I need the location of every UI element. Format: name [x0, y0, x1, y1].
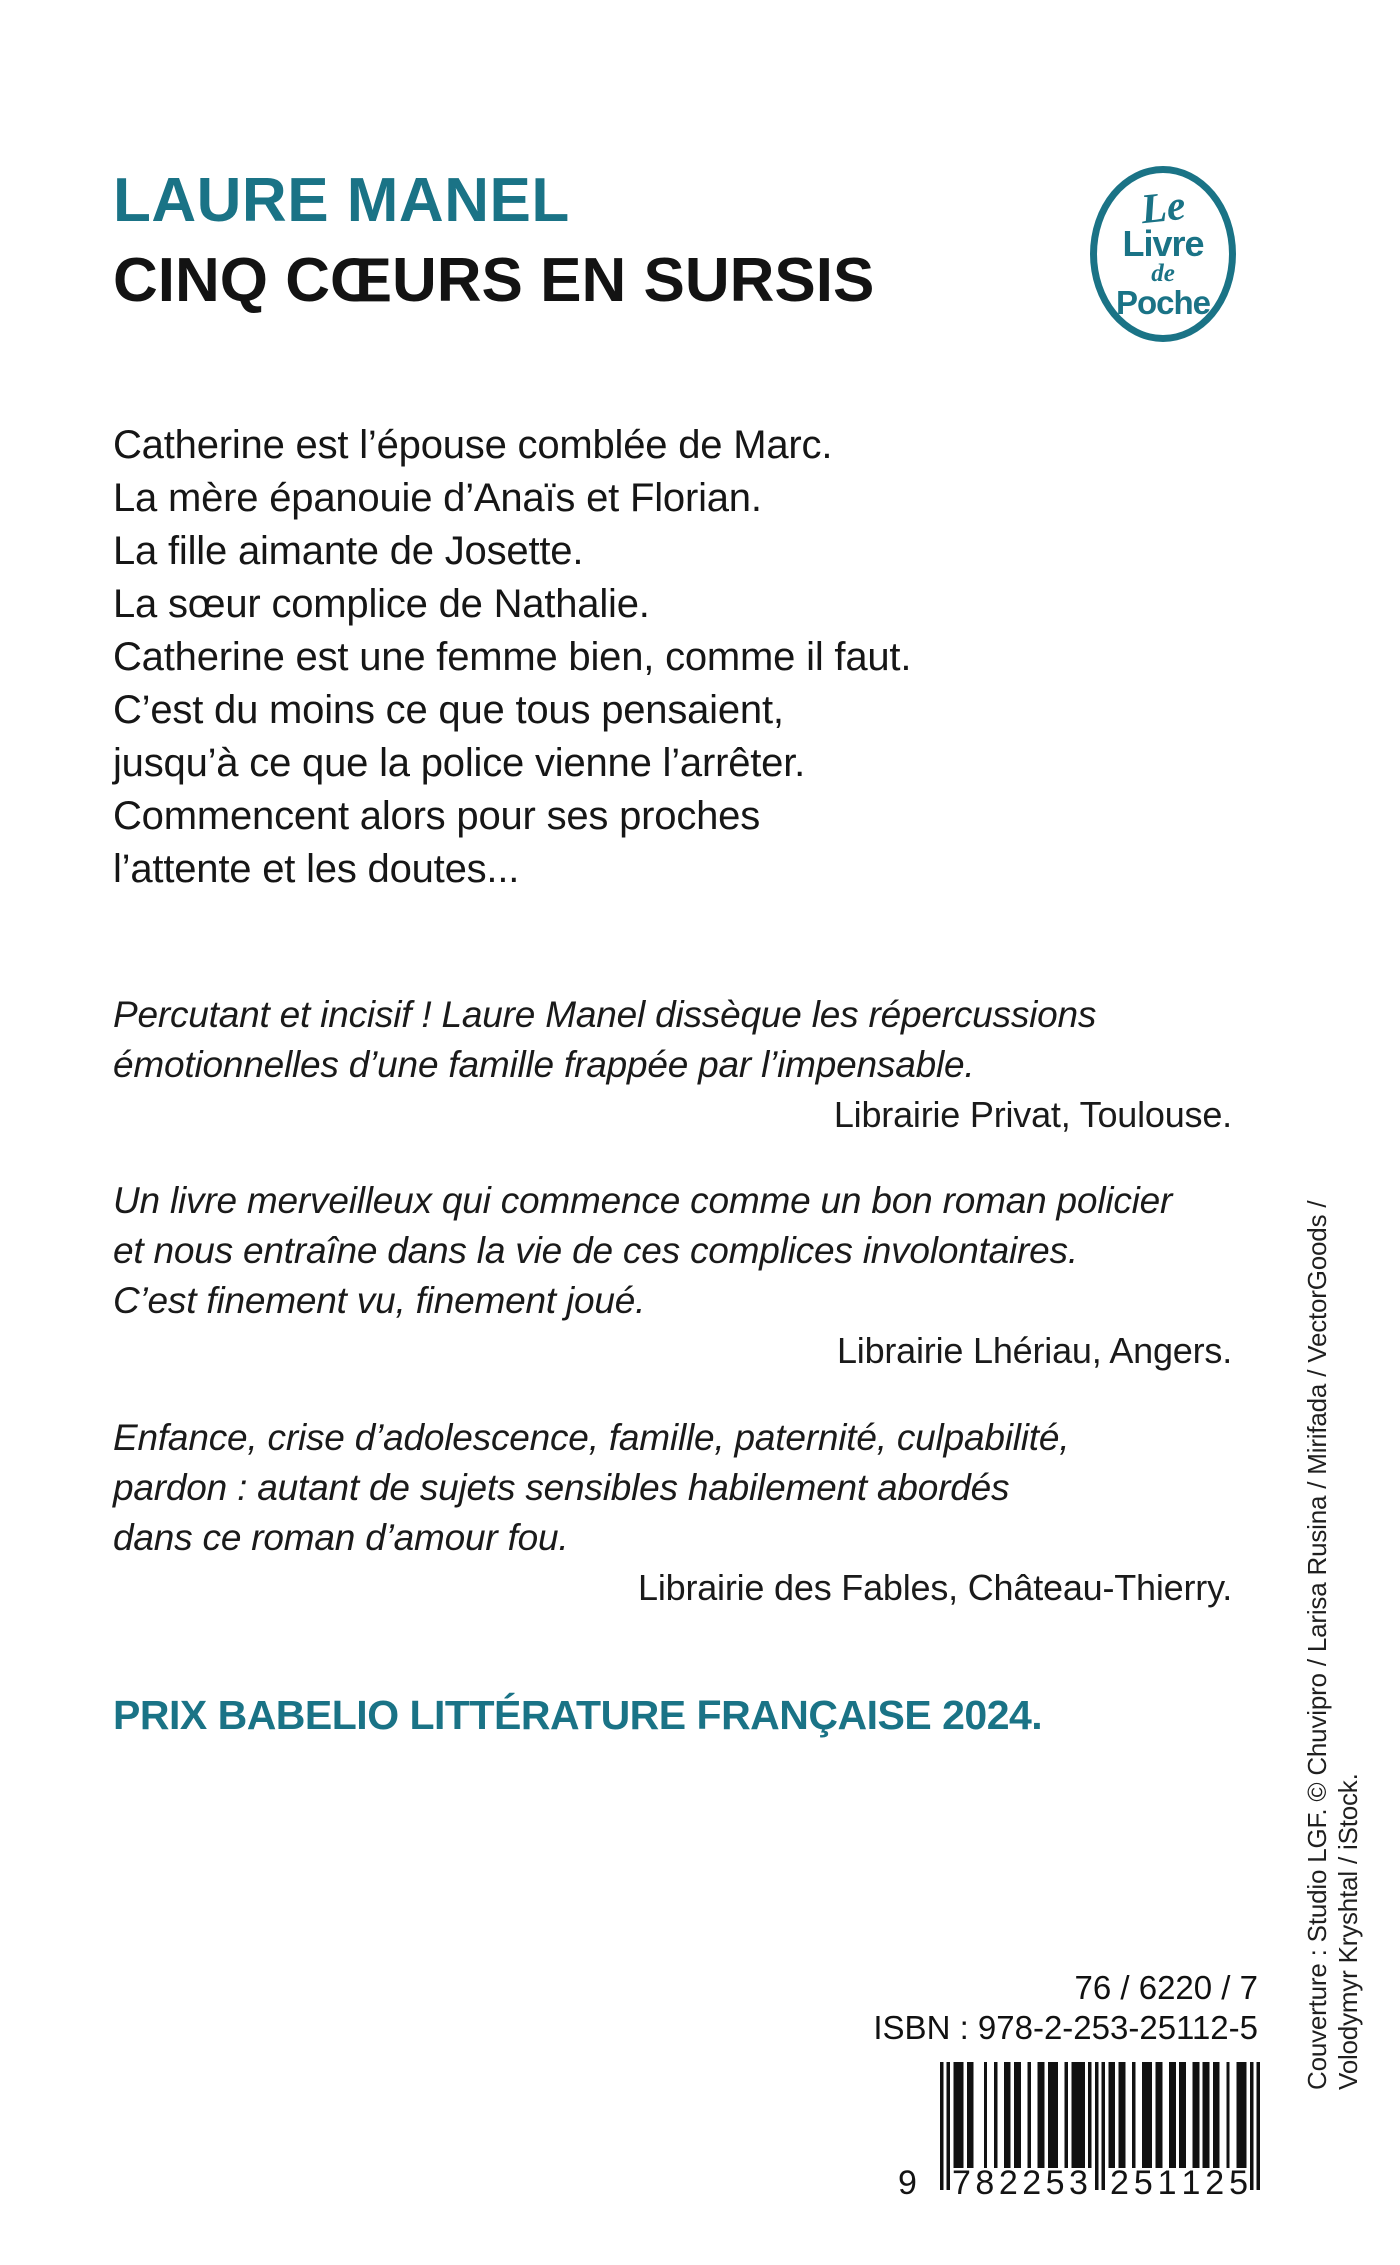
cover-credits-line: Volodymyr Kryshtal / iStock. — [1333, 1773, 1363, 2090]
synopsis-line: jusqu’à ce que la police vienne l’arrêter. — [113, 741, 806, 785]
quote-attribution: Librairie Privat, Toulouse. — [833, 1094, 1232, 1135]
quote-attribution: Librairie des Fables, Château-Thierry. — [638, 1567, 1232, 1608]
cover-credits-line: Couverture : Studio LGF. © Chuvipro / Larisa Rusina / Mirifada / VectorGoods / — [1302, 1200, 1332, 2090]
synopsis-line: La sœur complice de Nathalie. — [113, 582, 650, 626]
synopsis-line: Catherine est une femme bien, comme il faut. — [113, 635, 912, 679]
publisher-logo — [1090, 166, 1236, 342]
award-line: PRIX BABELIO LITTÉRATURE FRANÇAISE 2024. — [113, 1692, 1043, 1738]
quote-line: Percutant et incisif ! Laure Manel dissèque les répercussions — [113, 994, 1097, 1035]
quote-line: Enfance, crise d’adolescence, famille, paternité, culpabilité, — [113, 1417, 1070, 1458]
synopsis-line: La fille aimante de Josette. — [113, 529, 584, 573]
ean-right-digits: 2 5 1 1 2 5 — [1110, 2164, 1248, 2202]
synopsis-line: Catherine est l’épouse comblée de Marc. — [113, 423, 833, 467]
logo-word-de: de — [1151, 259, 1175, 287]
synopsis — [113, 419, 911, 896]
ean-first-digit: 9 — [898, 2164, 917, 2202]
quote-line: Un livre merveilleux qui commence comme un bon roman policier — [113, 1180, 1173, 1221]
quote-line: émotionnelles d’une famille frappée par l’impensable. — [113, 1044, 975, 1085]
quote-line: pardon : autant de sujets sensibles habilement abordés — [113, 1467, 1010, 1508]
print-code: 76 / 6220 / 7 — [1074, 1969, 1258, 2006]
quote-line: et nous entraîne dans la vie de ces complices involontaires. — [113, 1230, 1078, 1271]
synopsis-line: l’attente et les doutes... — [113, 847, 520, 891]
ean-left-digits: 7 8 2 2 5 3 — [952, 2164, 1088, 2202]
quote-line: C’est finement vu, finement joué. — [113, 1280, 646, 1321]
logo-word-le: Le — [1138, 182, 1188, 233]
synopsis-line: La mère épanouie d’Anaïs et Florian. — [113, 476, 762, 520]
book-title: CINQ CŒURS EN SURSIS — [113, 246, 875, 315]
author-name: LAURE MANEL — [113, 166, 570, 235]
synopsis-line: Commencent alors pour ses proches — [113, 794, 761, 838]
logo-word-poche: Poche — [1115, 283, 1211, 321]
isbn: ISBN : 978-2-253-25112-5 — [873, 2009, 1258, 2046]
print-info — [873, 1968, 1258, 2048]
press-quote — [113, 1176, 1232, 1376]
quote-attribution: Librairie Lhériau, Angers. — [836, 1330, 1232, 1371]
quote-line: dans ce roman d’amour fou. — [113, 1517, 569, 1558]
cover-credits — [1302, 1200, 1364, 2090]
logo-word-livre: Livre — [1122, 222, 1204, 264]
synopsis-line: C’est du moins ce que tous pensaient, — [113, 688, 784, 732]
press-quote — [113, 1413, 1232, 1613]
press-quote — [113, 990, 1232, 1140]
